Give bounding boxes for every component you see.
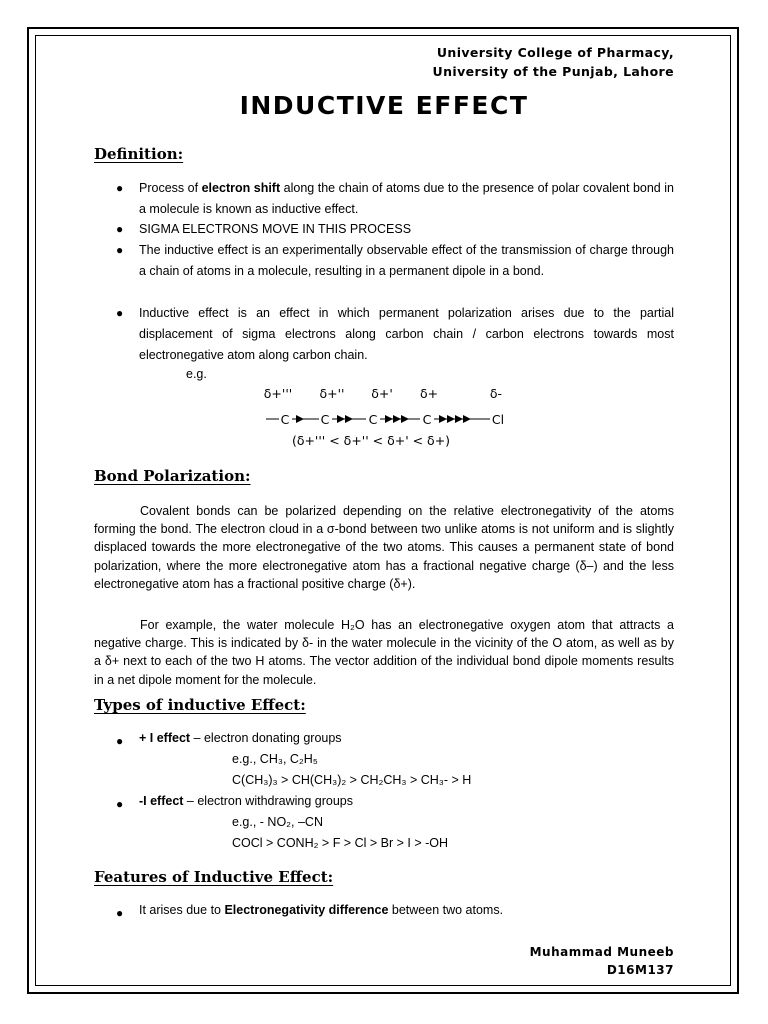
bullet-dot: ● <box>116 797 124 811</box>
electron-shift-arrow <box>463 415 471 423</box>
plus-i-order: C(CH₃)₃ > CH(CH₃)₂ > CH₂CH₃ > CH₃- > H <box>232 773 472 787</box>
features-heading: Features of Inductive Effect: <box>94 868 334 886</box>
definition-bullet-1: Process of electron shift along the chain of atoms due to the presence of polar covalent bond in a molecule is known as inductive effect. <box>139 181 674 216</box>
author-name: Muhammad Muneeb <box>529 945 674 959</box>
institution-line-2: University of the Punjab, Lahore <box>432 64 674 79</box>
definition-bullet-3: The inductive effect is an experimentally observable effect of the transmission of charge through a chain of atoms in a molecule, resulting in a permanent dipole in a bond. <box>139 243 674 278</box>
definition-bullet-2: SIGMA ELECTRONS MOVE IN THIS PROCESS <box>139 222 412 236</box>
definition-bullet-4: Inductive effect is an effect in which permanent polarization arises due to the partial displacement of sigma electrons along carbon chain / carbon electrons towards most electronegative atom along carbon chain. <box>139 306 674 362</box>
bullet-dot: ● <box>116 734 124 748</box>
inductive-chain-diagram <box>255 384 515 452</box>
charge-label: δ+''' <box>263 386 293 401</box>
electron-shift-arrow <box>401 415 409 423</box>
charge-label: δ- <box>489 386 503 401</box>
charge-label: δ+' <box>371 386 393 401</box>
charge-label: δ+ <box>419 386 439 401</box>
electron-shift-arrow <box>296 415 304 423</box>
bond-polarization-heading: Bond Polarization: <box>94 467 251 485</box>
bullet-dot: ● <box>116 181 124 195</box>
plus-i-examples: e.g., CH₃, C₂H₅ <box>232 752 318 766</box>
minus-i-order: COCl > CONH₂ > F > Cl > Br > I > -OH <box>232 836 449 850</box>
plus-i-effect: + I effect – electron donating groups <box>139 731 342 745</box>
electron-shift-arrow <box>447 415 455 423</box>
definition-heading: Definition: <box>94 145 184 163</box>
atom-label: C <box>280 412 290 427</box>
bullet-dot: ● <box>116 222 124 236</box>
types-heading: Types of inductive Effect: <box>94 696 306 714</box>
author-id: D16M137 <box>606 963 674 977</box>
charge-relation: (δ+''' < δ+'' < δ+' < δ+) <box>291 433 451 448</box>
bond-polarization-paragraph-1: Covalent bonds can be polarized depending on the relative electronegativity of the atoms forming the bond. The electron cloud in a σ-bond between two unlike atoms is not uniform and is slightly displaced towards the more electronegative of the two atoms. This causes a permanent state of bond polarization, where the more electronegative atom has a fractional negative charge (δ–) and the less electronegative atom has a fractional positive charge (δ+). <box>94 504 674 591</box>
atom-label: C <box>320 412 330 427</box>
bullet-dot: ● <box>116 906 124 920</box>
institution-line-1: University College of Pharmacy, <box>436 45 674 60</box>
electron-shift-arrow <box>345 415 353 423</box>
electron-shift-arrow <box>385 415 393 423</box>
electron-shift-arrow <box>439 415 447 423</box>
electron-shift-arrow <box>455 415 463 423</box>
page-title: INDUCTIVE EFFECT <box>239 91 529 120</box>
atom-label: C <box>422 412 432 427</box>
electron-shift-arrow <box>337 415 345 423</box>
minus-i-effect: -I effect – electron withdrawing groups <box>139 794 353 808</box>
bullet-dot: ● <box>116 306 124 320</box>
atom-label: Cl <box>491 412 505 427</box>
electron-shift-arrow <box>393 415 401 423</box>
bullet-dot: ● <box>116 243 124 257</box>
example-label: e.g. <box>186 367 207 381</box>
bond-polarization-paragraph-2: For example, the water molecule H₂O has an electronegative oxygen atom that attracts a negative charge. This is indicated by δ- in the water molecule in the vicinity of the O atom, as well as by a δ+ next to each of the two H atoms. The vector addition of the individual bond dipole moments results in a net dipole moment for the molecule. <box>94 618 674 687</box>
charge-label: δ+'' <box>319 386 345 401</box>
minus-i-examples: e.g., - NO₂, –CN <box>232 815 323 829</box>
atom-label: C <box>368 412 378 427</box>
features-bullet-1: It arises due to Electronegativity difference between two atoms. <box>139 903 504 917</box>
